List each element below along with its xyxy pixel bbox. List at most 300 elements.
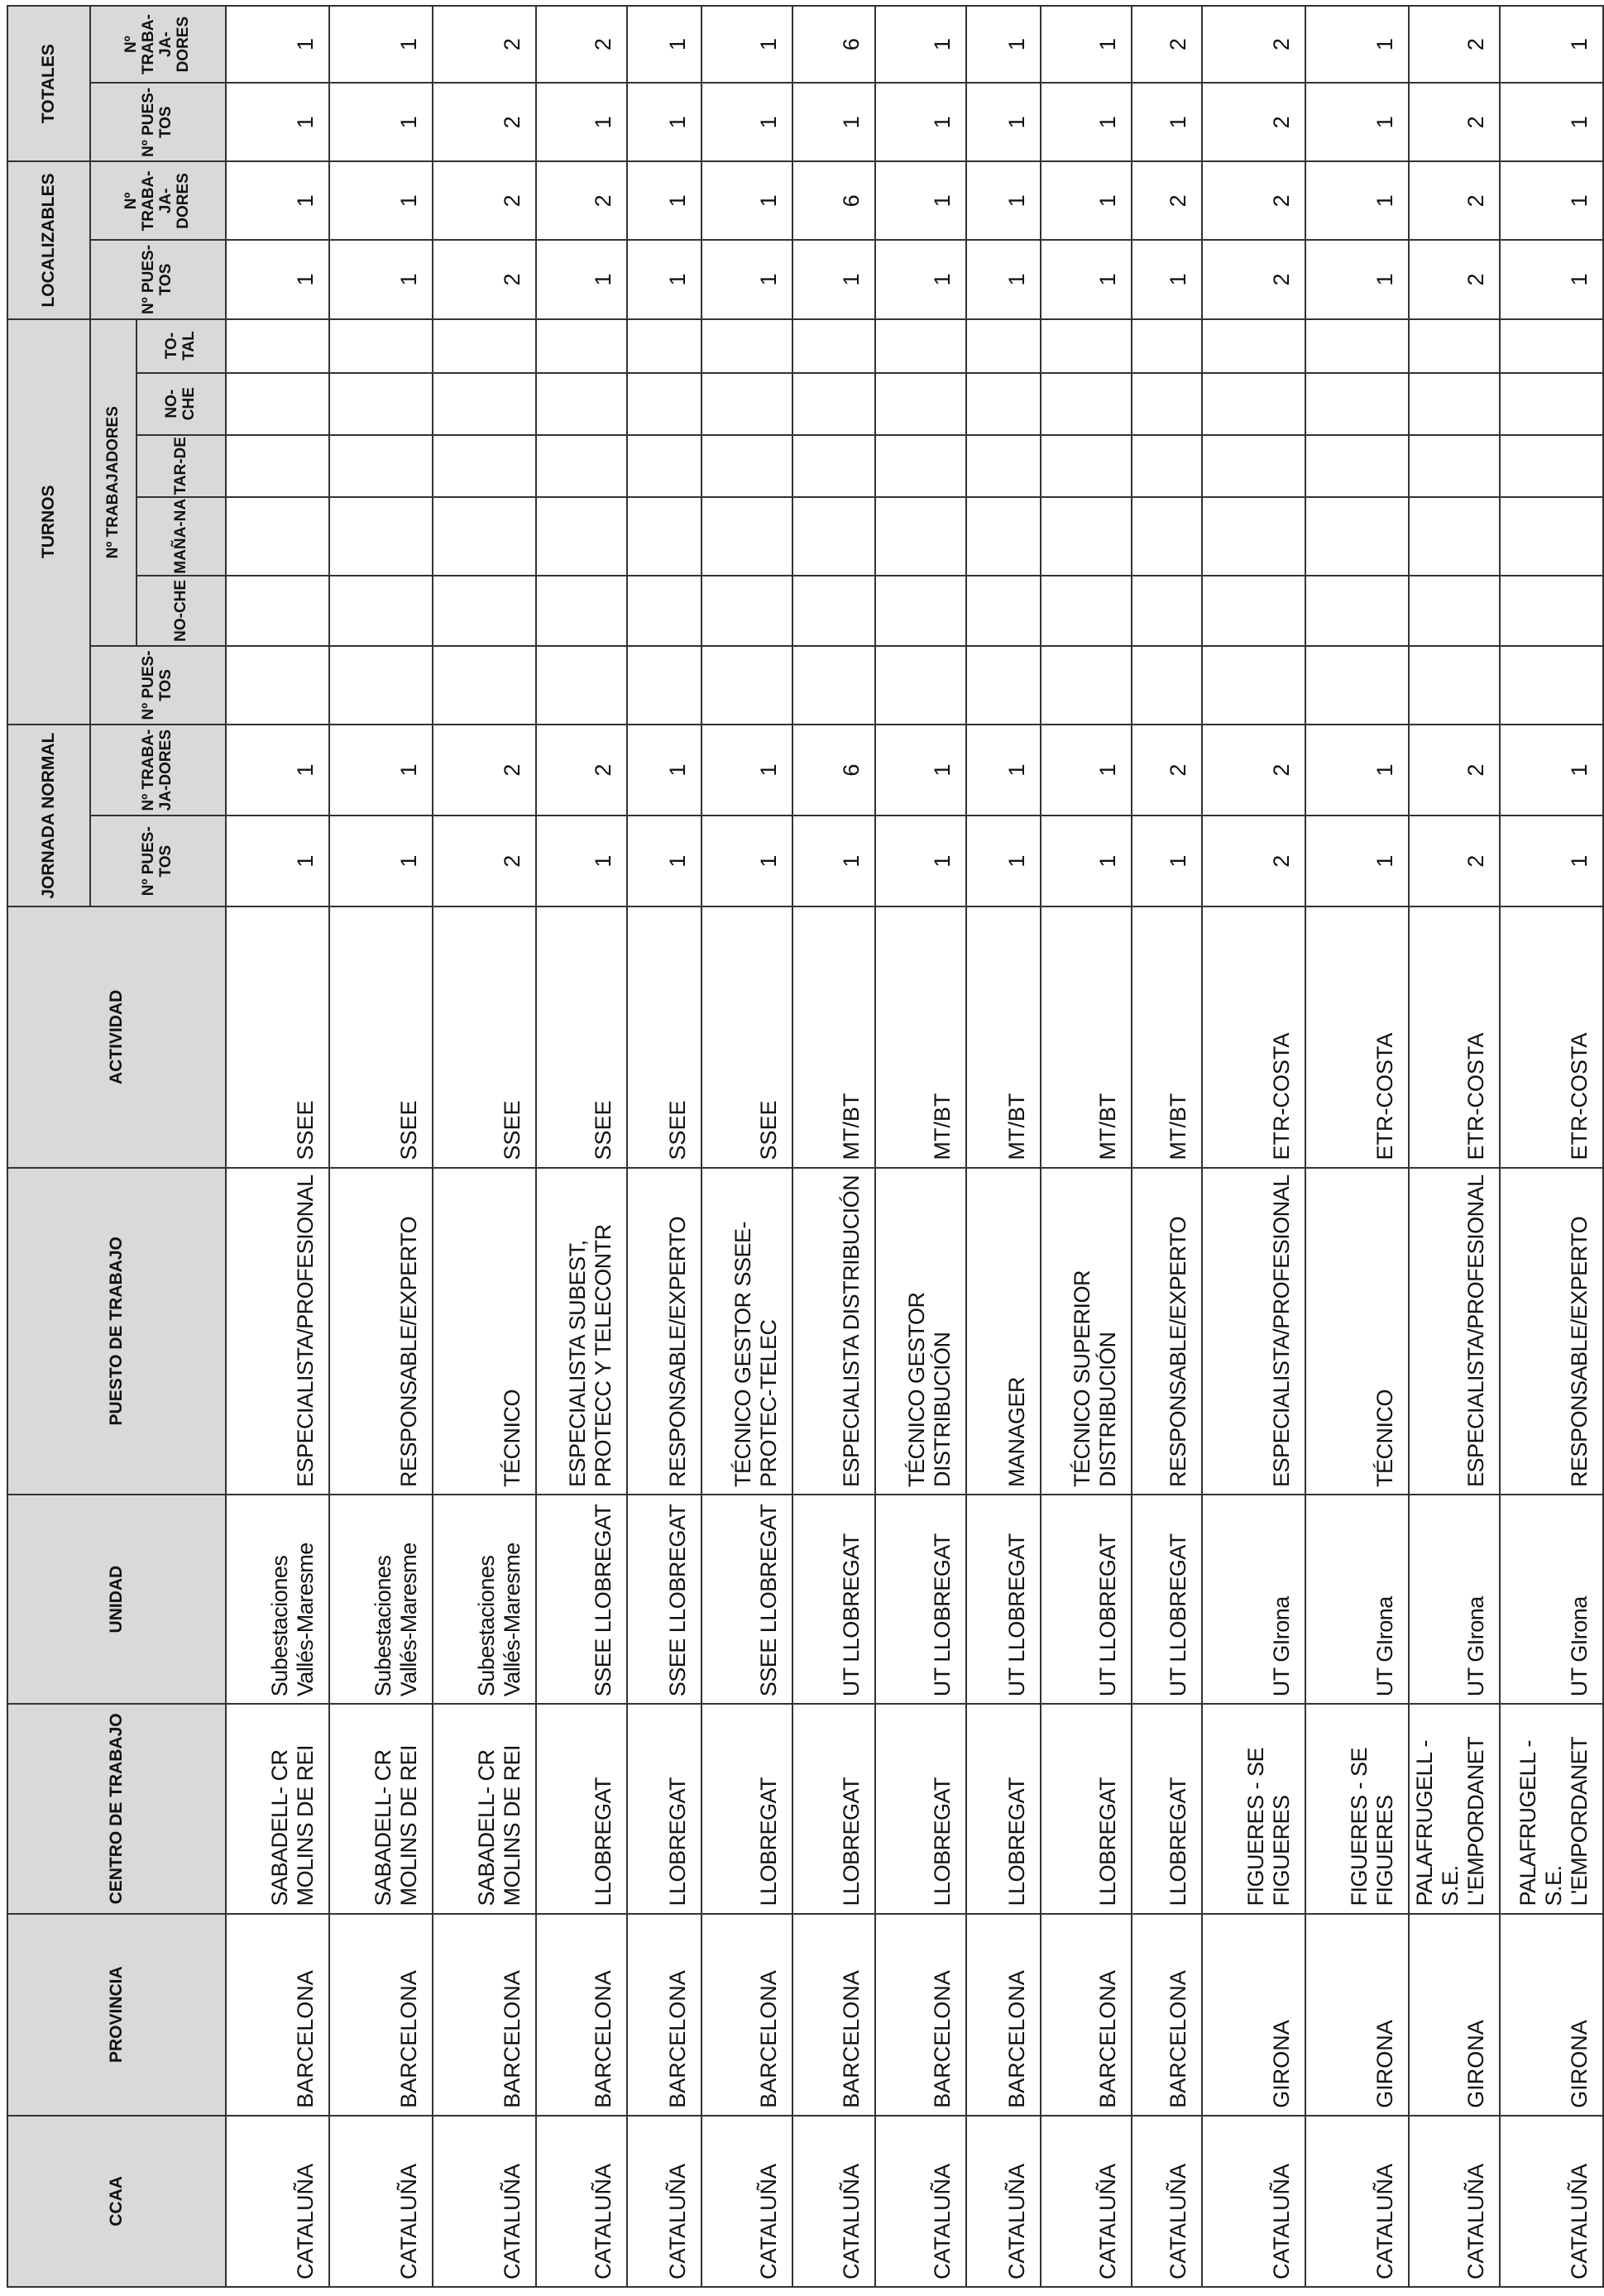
cell-loc-puestos: 1 — [1132, 240, 1202, 318]
table-row — [1132, 6, 1202, 2287]
cell-centro-de-trabajo: FIGUERES - SE FIGUERES — [1305, 1704, 1409, 1913]
cell-turnos-puestos — [1305, 646, 1409, 725]
cell-puesto-de-trabajo: TÉCNICO — [1305, 1168, 1409, 1495]
cell-loc-puestos: 1 — [966, 240, 1041, 318]
cell-actividad: ETR-COSTA — [1305, 906, 1409, 1167]
cell-puesto-de-trabajo: MANAGER — [966, 1168, 1041, 1495]
cell-turnos-noche-2 — [1409, 373, 1500, 435]
header-ccaa: CCAA — [7, 2116, 226, 2287]
cell-turnos-noche-1 — [627, 576, 701, 646]
cell-loc-trabajadores: 1 — [875, 161, 966, 240]
cell-unidad: UT LLOBREGAT — [875, 1495, 966, 1704]
cell-provincia: BARCELONA — [1132, 1914, 1202, 2116]
cell-centro-de-trabajo: LLOBREGAT — [627, 1704, 701, 1913]
cell-centro-de-trabajo: LLOBREGAT — [1041, 1704, 1132, 1913]
header-noche-1: NO-CHE — [136, 576, 226, 646]
cell-puesto-de-trabajo: ESPECIALISTA DISTRIBUCIÓN — [792, 1168, 875, 1495]
cell-provincia: GIRONA — [1202, 1914, 1305, 2116]
cell-turnos-tarde — [1500, 435, 1603, 497]
cell-unidad: UT LLOBREGAT — [792, 1495, 875, 1704]
cell-jn-trabajadores: 1 — [226, 725, 329, 816]
cell-actividad: ETR-COSTA — [1202, 906, 1305, 1167]
cell-loc-trabajadores: 1 — [1500, 161, 1603, 240]
cell-centro-de-trabajo: SABADELL- CR MOLINS DE REI — [433, 1704, 536, 1913]
cell-ccaa: CATALUÑA — [1041, 2116, 1132, 2287]
cell-tot-puestos: 2 — [1409, 83, 1500, 161]
header-localizables: LOCALIZABLES — [7, 161, 90, 318]
cell-turnos-noche-2 — [226, 373, 329, 435]
cell-jn-puestos: 1 — [329, 816, 433, 906]
header-jn-puestos: Nº PUES-TOS — [90, 816, 226, 906]
cell-ccaa: CATALUÑA — [226, 2116, 329, 2287]
cell-loc-trabajadores: 2 — [1202, 161, 1305, 240]
cell-turnos-total — [1041, 319, 1132, 373]
cell-provincia: BARCELONA — [536, 1914, 627, 2116]
cell-turnos-noche-1 — [226, 576, 329, 646]
header-actividad: ACTIVIDAD — [7, 906, 226, 1167]
cell-unidad: Subestaciones Vallés-Maresme — [226, 1495, 329, 1704]
cell-turnos-manana — [329, 497, 433, 576]
cell-turnos-manana — [1305, 497, 1409, 576]
cell-turnos-tarde — [1132, 435, 1202, 497]
cell-jn-puestos: 1 — [1500, 816, 1603, 906]
cell-unidad: UT GIrona — [1409, 1495, 1500, 1704]
cell-turnos-manana — [1500, 497, 1603, 576]
header-turnos-trabajadores: Nº TRABAJADORES — [90, 319, 136, 646]
cell-actividad: MT/BT — [1132, 906, 1202, 1167]
cell-turnos-noche-2 — [1500, 373, 1603, 435]
cell-loc-puestos: 1 — [1305, 240, 1409, 318]
cell-ccaa: CATALUÑA — [536, 2116, 627, 2287]
cell-centro-de-trabajo: SABADELL- CR MOLINS DE REI — [226, 1704, 329, 1913]
cell-jn-puestos: 1 — [1305, 816, 1409, 906]
cell-jn-trabajadores: 2 — [1409, 725, 1500, 816]
cell-tot-puestos: 2 — [433, 83, 536, 161]
cell-ccaa: CATALUÑA — [1202, 2116, 1305, 2287]
table-row — [875, 6, 966, 2287]
cell-centro-de-trabajo: LLOBREGAT — [536, 1704, 627, 1913]
cell-unidad: Subestaciones Vallés-Maresme — [433, 1495, 536, 1704]
table-row — [701, 6, 792, 2287]
cell-tot-puestos: 1 — [226, 83, 329, 161]
header-jornada-normal: JORNADA NORMAL — [7, 725, 90, 906]
cell-turnos-noche-2 — [536, 373, 627, 435]
cell-provincia: GIRONA — [1305, 1914, 1409, 2116]
cell-turnos-puestos — [226, 646, 329, 725]
cell-unidad: UT GIrona — [1305, 1495, 1409, 1704]
cell-puesto-de-trabajo: ESPECIALISTA SUBEST, PROTECC Y TELECONTR — [536, 1168, 627, 1495]
cell-turnos-puestos — [1500, 646, 1603, 725]
cell-centro-de-trabajo: FIGUERES - SE FIGUERES — [1202, 1704, 1305, 1913]
cell-loc-puestos: 1 — [627, 240, 701, 318]
cell-tot-puestos: 1 — [966, 83, 1041, 161]
cell-turnos-total — [1409, 319, 1500, 373]
cell-turnos-total — [329, 319, 433, 373]
cell-unidad: UT LLOBREGAT — [1132, 1495, 1202, 1704]
cell-provincia: BARCELONA — [433, 1914, 536, 2116]
cell-turnos-total — [1500, 319, 1603, 373]
cell-turnos-noche-2 — [1132, 373, 1202, 435]
cell-turnos-tarde — [875, 435, 966, 497]
cell-puesto-de-trabajo: ESPECIALISTA/PROFESIONAL — [1202, 1168, 1305, 1495]
cell-jn-trabajadores: 1 — [875, 725, 966, 816]
cell-turnos-total — [701, 319, 792, 373]
cell-unidad: Subestaciones Vallés-Maresme — [329, 1495, 433, 1704]
cell-jn-trabajadores: 1 — [701, 725, 792, 816]
table-row — [1041, 6, 1132, 2287]
cell-turnos-noche-1 — [1202, 576, 1305, 646]
cell-turnos-noche-2 — [433, 373, 536, 435]
cell-turnos-noche-2 — [627, 373, 701, 435]
cell-tot-puestos: 1 — [329, 83, 433, 161]
cell-turnos-total — [536, 319, 627, 373]
cell-unidad: UT LLOBREGAT — [1041, 1495, 1132, 1704]
cell-turnos-noche-2 — [792, 373, 875, 435]
cell-puesto-de-trabajo: RESPONSABLE/EXPERTO — [627, 1168, 701, 1495]
cell-provincia: BARCELONA — [226, 1914, 329, 2116]
cell-provincia: GIRONA — [1409, 1914, 1500, 2116]
header-noche-2: NO-CHE — [136, 373, 226, 435]
cell-turnos-puestos — [329, 646, 433, 725]
cell-jn-puestos: 1 — [1041, 816, 1132, 906]
cell-turnos-noche-1 — [701, 576, 792, 646]
cell-jn-puestos: 1 — [1132, 816, 1202, 906]
cell-tot-puestos: 1 — [1500, 83, 1603, 161]
cell-puesto-de-trabajo: ESPECIALISTA/PROFESIONAL — [1409, 1168, 1500, 1495]
cell-turnos-manana — [1202, 497, 1305, 576]
cell-tot-puestos: 1 — [701, 83, 792, 161]
cell-centro-de-trabajo: PALAFRUGELL - S.E. L'EMPORDANET — [1409, 1704, 1500, 1913]
cell-turnos-noche-1 — [1409, 576, 1500, 646]
cell-ccaa: CATALUÑA — [1132, 2116, 1202, 2287]
cell-tot-puestos: 1 — [627, 83, 701, 161]
cell-loc-puestos: 1 — [329, 240, 433, 318]
cell-turnos-puestos — [875, 646, 966, 725]
cell-centro-de-trabajo: PALAFRUGELL - S.E. L'EMPORDANET — [1500, 1704, 1603, 1913]
cell-turnos-noche-1 — [1500, 576, 1603, 646]
cell-turnos-noche-1 — [1305, 576, 1409, 646]
cell-turnos-noche-1 — [536, 576, 627, 646]
header-puesto-de-trabajo: PUESTO DE TRABAJO — [7, 1168, 226, 1495]
cell-jn-puestos: 2 — [433, 816, 536, 906]
cell-turnos-noche-2 — [1305, 373, 1409, 435]
cell-loc-trabajadores: 1 — [701, 161, 792, 240]
cell-turnos-tarde — [1202, 435, 1305, 497]
cell-tot-trabajadores: 2 — [433, 6, 536, 83]
cell-loc-trabajadores: 1 — [1305, 161, 1409, 240]
cell-tot-trabajadores: 1 — [875, 6, 966, 83]
cell-jn-trabajadores: 2 — [536, 725, 627, 816]
cell-puesto-de-trabajo: TÉCNICO — [433, 1168, 536, 1495]
cell-actividad: SSEE — [701, 906, 792, 1167]
cell-turnos-noche-1 — [875, 576, 966, 646]
cell-turnos-manana — [1132, 497, 1202, 576]
cell-centro-de-trabajo: LLOBREGAT — [875, 1704, 966, 1913]
cell-turnos-total — [433, 319, 536, 373]
cell-provincia: BARCELONA — [875, 1914, 966, 2116]
cell-turnos-puestos — [1041, 646, 1132, 725]
cell-turnos-noche-1 — [329, 576, 433, 646]
cell-turnos-noche-2 — [966, 373, 1041, 435]
cell-loc-puestos: 2 — [433, 240, 536, 318]
cell-turnos-total — [1132, 319, 1202, 373]
cell-ccaa: CATALUÑA — [701, 2116, 792, 2287]
cell-jn-puestos: 1 — [226, 816, 329, 906]
cell-turnos-manana — [875, 497, 966, 576]
cell-jn-trabajadores: 1 — [329, 725, 433, 816]
cell-loc-trabajadores: 1 — [966, 161, 1041, 240]
table-body — [226, 6, 1603, 2287]
cell-unidad: SSEE LLOBREGAT — [536, 1495, 627, 1704]
cell-loc-trabajadores: 1 — [329, 161, 433, 240]
cell-ccaa: CATALUÑA — [875, 2116, 966, 2287]
cell-turnos-noche-2 — [875, 373, 966, 435]
cell-tot-puestos: 1 — [1132, 83, 1202, 161]
table-row — [1500, 6, 1603, 2287]
cell-actividad: SSEE — [627, 906, 701, 1167]
cell-turnos-puestos — [966, 646, 1041, 725]
cell-turnos-tarde — [226, 435, 329, 497]
cell-puesto-de-trabajo: RESPONSABLE/EXPERTO — [1132, 1168, 1202, 1495]
cell-turnos-manana — [1041, 497, 1132, 576]
cell-actividad: SSEE — [536, 906, 627, 1167]
header-centro-de-trabajo: CENTRO DE TRABAJO — [7, 1704, 226, 1913]
cell-ccaa: CATALUÑA — [1305, 2116, 1409, 2287]
cell-puesto-de-trabajo: TÉCNICO GESTOR SSEE-PROTEC-TELEC — [701, 1168, 792, 1495]
cell-actividad: MT/BT — [966, 906, 1041, 1167]
cell-turnos-total — [875, 319, 966, 373]
cell-jn-puestos: 1 — [966, 816, 1041, 906]
table-row — [792, 6, 875, 2287]
cell-tot-trabajadores: 1 — [966, 6, 1041, 83]
cell-jn-trabajadores: 1 — [1500, 725, 1603, 816]
cell-ccaa: CATALUÑA — [329, 2116, 433, 2287]
cell-provincia: BARCELONA — [1041, 1914, 1132, 2116]
header-loc-puestos: Nº PUES-TOS — [90, 240, 226, 318]
cell-tot-puestos: 2 — [1202, 83, 1305, 161]
cell-provincia: GIRONA — [1500, 1914, 1603, 2116]
cell-ccaa: CATALUÑA — [1409, 2116, 1500, 2287]
cell-turnos-noche-1 — [1041, 576, 1132, 646]
cell-jn-puestos: 1 — [536, 816, 627, 906]
cell-actividad: MT/BT — [1041, 906, 1132, 1167]
cell-turnos-tarde — [433, 435, 536, 497]
cell-jn-puestos: 1 — [627, 816, 701, 906]
cell-jn-puestos: 2 — [1409, 816, 1500, 906]
cell-turnos-puestos — [536, 646, 627, 725]
cell-provincia: BARCELONA — [792, 1914, 875, 2116]
cell-puesto-de-trabajo: RESPONSABLE/EXPERTO — [1500, 1168, 1603, 1495]
cell-jn-puestos: 2 — [1202, 816, 1305, 906]
cell-ccaa: CATALUÑA — [1500, 2116, 1603, 2287]
cell-turnos-manana — [701, 497, 792, 576]
header-loc-trabajadores: Nº TRABA-JA-DORES — [90, 161, 226, 240]
cell-loc-trabajadores: 1 — [1041, 161, 1132, 240]
cell-loc-puestos: 1 — [1041, 240, 1132, 318]
header-unidad: UNIDAD — [7, 1495, 226, 1704]
cell-actividad: MT/BT — [875, 906, 966, 1167]
table-row — [1305, 6, 1409, 2287]
cell-turnos-manana — [536, 497, 627, 576]
cell-jn-puestos: 1 — [701, 816, 792, 906]
cell-centro-de-trabajo: LLOBREGAT — [792, 1704, 875, 1913]
cell-actividad: SSEE — [329, 906, 433, 1167]
cell-turnos-manana — [627, 497, 701, 576]
cell-turnos-noche-2 — [1202, 373, 1305, 435]
cell-tot-trabajadores: 1 — [1041, 6, 1132, 83]
cell-tot-trabajadores: 6 — [792, 6, 875, 83]
table-row — [226, 6, 329, 2287]
header-total: TO-TAL — [136, 319, 226, 373]
cell-tot-puestos: 1 — [1041, 83, 1132, 161]
cell-turnos-tarde — [792, 435, 875, 497]
cell-turnos-noche-2 — [329, 373, 433, 435]
cell-tot-trabajadores: 1 — [1500, 6, 1603, 83]
cell-jn-trabajadores: 6 — [792, 725, 875, 816]
cell-turnos-total — [1202, 319, 1305, 373]
cell-turnos-puestos — [433, 646, 536, 725]
header-tarde: TAR-DE — [136, 435, 226, 497]
cell-actividad: SSEE — [226, 906, 329, 1167]
header-tot-trabajadores: Nº TRABA-JA-DORES — [90, 6, 226, 83]
cell-loc-puestos: 1 — [792, 240, 875, 318]
cell-loc-trabajadores: 2 — [1132, 161, 1202, 240]
table-row — [329, 6, 433, 2287]
cell-tot-trabajadores: 1 — [627, 6, 701, 83]
header-manana: MAÑA-NA — [136, 497, 226, 576]
cell-tot-trabajadores: 1 — [329, 6, 433, 83]
cell-turnos-total — [1305, 319, 1409, 373]
cell-centro-de-trabajo: LLOBREGAT — [701, 1704, 792, 1913]
cell-jn-trabajadores: 2 — [433, 725, 536, 816]
cell-loc-puestos: 1 — [226, 240, 329, 318]
cell-turnos-puestos — [1202, 646, 1305, 725]
cell-turnos-manana — [1409, 497, 1500, 576]
cell-turnos-tarde — [1305, 435, 1409, 497]
cell-provincia: BARCELONA — [966, 1914, 1041, 2116]
cell-turnos-noche-1 — [966, 576, 1041, 646]
cell-turnos-noche-1 — [433, 576, 536, 646]
cell-turnos-manana — [226, 497, 329, 576]
cell-loc-trabajadores: 6 — [792, 161, 875, 240]
cell-turnos-tarde — [1041, 435, 1132, 497]
header-turnos: TURNOS — [7, 319, 90, 725]
cell-ccaa: CATALUÑA — [433, 2116, 536, 2287]
cell-puesto-de-trabajo: RESPONSABLE/EXPERTO — [329, 1168, 433, 1495]
cell-turnos-puestos — [1132, 646, 1202, 725]
cell-loc-puestos: 1 — [536, 240, 627, 318]
header-tot-puestos: Nº PUES-TOS — [90, 83, 226, 161]
cell-loc-puestos: 1 — [701, 240, 792, 318]
cell-jn-puestos: 1 — [792, 816, 875, 906]
cell-tot-trabajadores: 1 — [226, 6, 329, 83]
cell-turnos-puestos — [1409, 646, 1500, 725]
cell-ccaa: CATALUÑA — [792, 2116, 875, 2287]
cell-turnos-noche-1 — [1132, 576, 1202, 646]
cell-unidad: UT GIrona — [1202, 1495, 1305, 1704]
cell-tot-trabajadores: 1 — [1305, 6, 1409, 83]
cell-tot-puestos: 1 — [792, 83, 875, 161]
staffing-table — [7, 5, 1604, 2288]
cell-turnos-total — [792, 319, 875, 373]
cell-loc-puestos: 2 — [1202, 240, 1305, 318]
cell-provincia: BARCELONA — [627, 1914, 701, 2116]
cell-turnos-noche-2 — [701, 373, 792, 435]
table-row — [1202, 6, 1305, 2287]
cell-centro-de-trabajo: LLOBREGAT — [966, 1704, 1041, 1913]
cell-tot-trabajadores: 2 — [1409, 6, 1500, 83]
cell-loc-puestos: 1 — [875, 240, 966, 318]
cell-turnos-puestos — [627, 646, 701, 725]
cell-turnos-total — [226, 319, 329, 373]
cell-turnos-total — [966, 319, 1041, 373]
table-row — [433, 6, 536, 2287]
cell-turnos-noche-1 — [792, 576, 875, 646]
cell-unidad: SSEE LLOBREGAT — [627, 1495, 701, 1704]
cell-turnos-total — [627, 319, 701, 373]
header-jn-trabajadores: Nº TRABA-JA-DORES — [90, 725, 226, 816]
cell-loc-trabajadores: 1 — [226, 161, 329, 240]
cell-turnos-tarde — [536, 435, 627, 497]
cell-actividad: ETR-COSTA — [1409, 906, 1500, 1167]
cell-tot-puestos: 1 — [536, 83, 627, 161]
cell-puesto-de-trabajo: TÉCNICO GESTOR DISTRIBUCIÓN — [875, 1168, 966, 1495]
cell-turnos-tarde — [1409, 435, 1500, 497]
cell-tot-trabajadores: 2 — [536, 6, 627, 83]
cell-actividad: SSEE — [433, 906, 536, 1167]
table-row — [1409, 6, 1500, 2287]
cell-jn-trabajadores: 2 — [1132, 725, 1202, 816]
cell-jn-trabajadores: 1 — [1041, 725, 1132, 816]
cell-unidad: UT GIrona — [1500, 1495, 1603, 1704]
cell-tot-puestos: 1 — [1305, 83, 1409, 161]
header-turnos-puestos: Nº PUES-TOS — [90, 646, 226, 725]
cell-jn-trabajadores: 1 — [966, 725, 1041, 816]
cell-loc-puestos: 1 — [1500, 240, 1603, 318]
cell-actividad: MT/BT — [792, 906, 875, 1167]
cell-jn-puestos: 1 — [875, 816, 966, 906]
cell-tot-puestos: 1 — [875, 83, 966, 161]
cell-provincia: BARCELONA — [701, 1914, 792, 2116]
header-provincia: PROVINCIA — [7, 1914, 226, 2116]
cell-provincia: BARCELONA — [329, 1914, 433, 2116]
cell-loc-trabajadores: 1 — [627, 161, 701, 240]
cell-turnos-tarde — [627, 435, 701, 497]
cell-turnos-manana — [433, 497, 536, 576]
table-row — [536, 6, 627, 2287]
table-row — [966, 6, 1041, 2287]
cell-ccaa: CATALUÑA — [627, 2116, 701, 2287]
cell-actividad: ETR-COSTA — [1500, 906, 1603, 1167]
cell-turnos-tarde — [701, 435, 792, 497]
header-totales: TOTALES — [7, 6, 90, 161]
cell-loc-puestos: 2 — [1409, 240, 1500, 318]
cell-jn-trabajadores: 1 — [1305, 725, 1409, 816]
cell-unidad: UT LLOBREGAT — [966, 1495, 1041, 1704]
cell-puesto-de-trabajo: ESPECIALISTA/PROFESIONAL — [226, 1168, 329, 1495]
cell-turnos-manana — [966, 497, 1041, 576]
cell-tot-trabajadores: 2 — [1132, 6, 1202, 83]
cell-turnos-manana — [792, 497, 875, 576]
cell-loc-trabajadores: 2 — [433, 161, 536, 240]
cell-loc-trabajadores: 2 — [1409, 161, 1500, 240]
cell-ccaa: CATALUÑA — [966, 2116, 1041, 2287]
cell-centro-de-trabajo: LLOBREGAT — [1132, 1704, 1202, 1913]
cell-tot-trabajadores: 1 — [701, 6, 792, 83]
cell-puesto-de-trabajo: TÉCNICO SUPERIOR DISTRIBUCIÓN — [1041, 1168, 1132, 1495]
cell-turnos-puestos — [701, 646, 792, 725]
table-row — [627, 6, 701, 2287]
